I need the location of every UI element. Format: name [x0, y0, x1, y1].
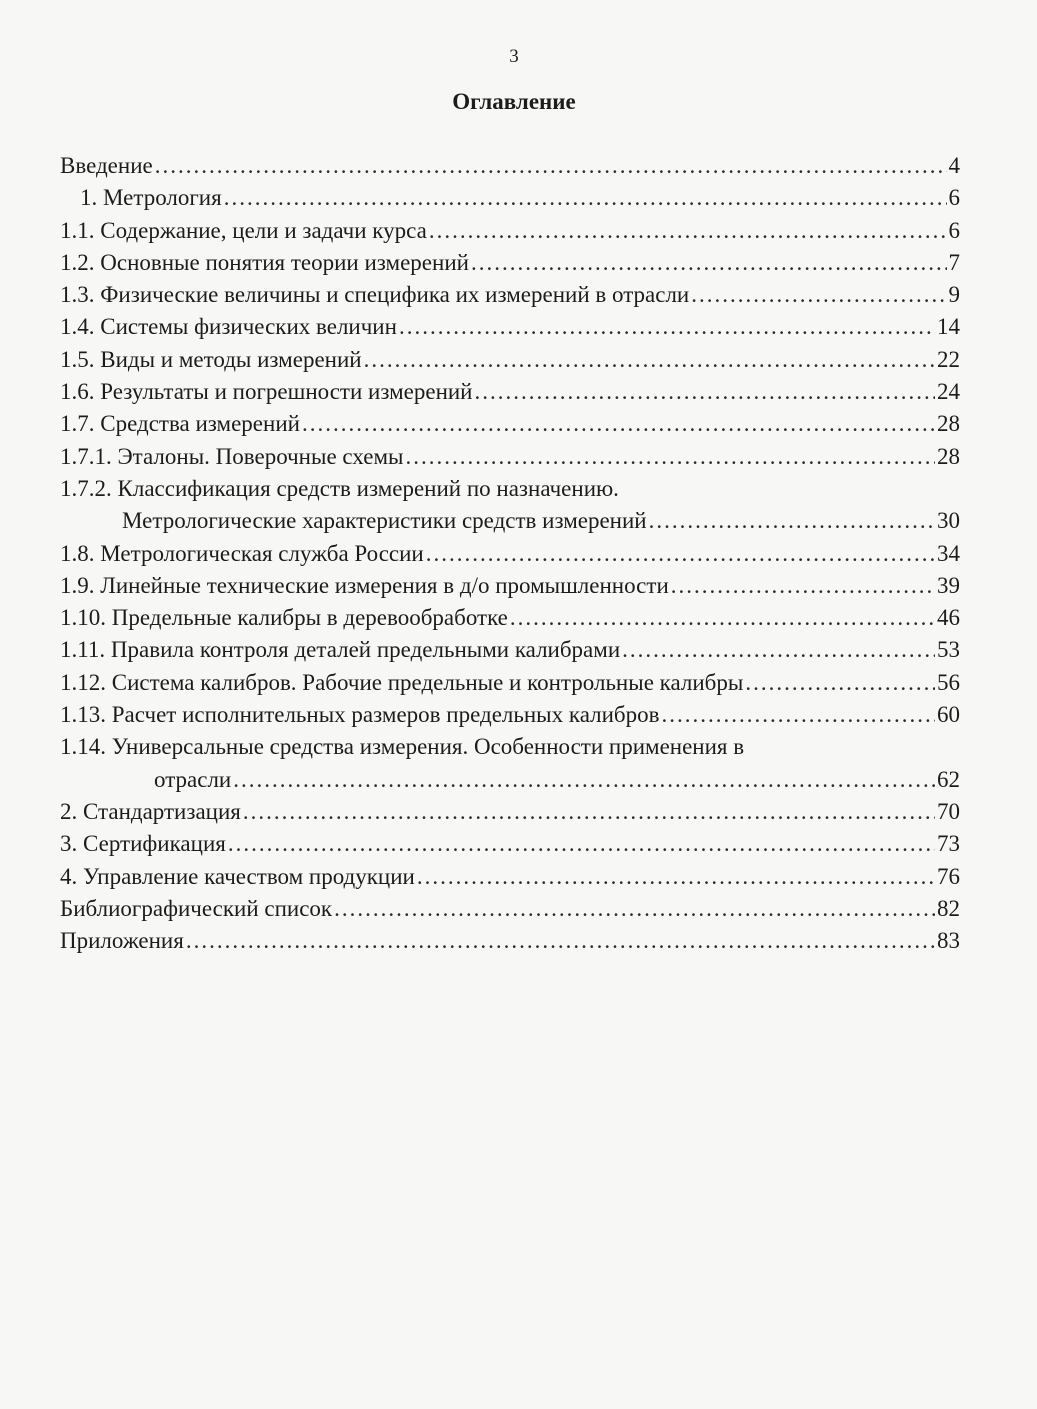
toc-entry-page: 46 — [937, 605, 960, 631]
dot-leader — [622, 634, 935, 666]
toc-entry-label: 1.7.2. Классификация средств измерений по назначению. — [60, 475, 619, 501]
dot-leader — [334, 893, 935, 925]
toc-entry-label: 1.10. Предельные калибры в деревообработке — [60, 605, 508, 631]
toc-entry-label: Введение — [60, 153, 153, 178]
toc-title: Оглавление — [452, 89, 576, 114]
toc-entry-page: 60 — [937, 702, 960, 728]
toc-entry — [60, 667, 960, 699]
toc-entry-label: 1.14. Универсальные средства измерения. Особенности применения в — [60, 734, 745, 760]
toc-entry — [60, 376, 960, 408]
toc-entry — [60, 182, 960, 214]
dot-leader — [155, 150, 947, 182]
toc-entry-label: 1.7.1. Эталоны. Поверочные схемы — [60, 443, 404, 469]
dot-leader — [471, 247, 947, 279]
toc-entry-page: 9 — [948, 282, 960, 308]
toc-entry-label: Метрологические характеристики средств измерений — [122, 508, 647, 534]
toc-entry — [60, 408, 960, 440]
toc-entry — [60, 279, 960, 311]
dot-leader — [426, 538, 935, 570]
toc-entry-page: 39 — [937, 572, 960, 598]
toc-entry-label: 1.9. Линейные технические измерения в д/о промышленности — [60, 572, 669, 598]
toc-entry-label: 2. Стандартизация — [60, 798, 241, 824]
dot-leader — [429, 215, 947, 247]
toc-entry-label: 1.8. Метрологическая служба России — [60, 540, 424, 566]
toc-entry-label: 1.11. Правила контроля деталей предельными калибрами — [60, 637, 621, 663]
toc-entry-page: 82 — [937, 895, 960, 921]
dot-leader — [399, 311, 935, 343]
dot-leader — [228, 828, 935, 860]
toc-entry-page: 4 — [948, 153, 960, 178]
dot-leader — [233, 764, 935, 796]
toc-entry-page: 14 — [937, 314, 960, 340]
toc-entry-label: 1.3. Физические величины и специфика их измерений в отрасли — [60, 282, 690, 308]
toc-entry-page: 70 — [937, 798, 960, 824]
toc-entry-page: 28 — [937, 443, 960, 469]
toc-entry — [60, 505, 960, 537]
toc-entry-label: Приложения — [60, 928, 184, 954]
dot-leader — [661, 699, 935, 731]
toc-entry — [60, 441, 960, 473]
dot-leader — [186, 925, 935, 957]
toc-entry-label: отрасли — [154, 766, 232, 792]
toc-entry — [60, 311, 960, 343]
dot-leader — [243, 796, 935, 828]
toc-entry-heading — [60, 731, 960, 763]
toc-entry — [60, 538, 960, 570]
toc-entry — [60, 215, 960, 247]
toc-entry-page: 6 — [948, 217, 960, 243]
toc-entry-label: 1.13. Расчет исполнительных размеров предельных калибров — [60, 702, 660, 728]
toc-entry — [60, 634, 960, 666]
dot-leader — [475, 376, 936, 408]
dot-leader — [405, 441, 935, 473]
toc-entry — [60, 570, 960, 602]
toc-entry — [60, 247, 960, 279]
toc-entry-page: 30 — [937, 508, 960, 534]
toc-entry-page: 73 — [937, 831, 960, 857]
dot-leader — [745, 667, 935, 699]
toc-entry-label: 1.5. Виды и методы измерений — [60, 346, 362, 372]
toc-entry-page: 34 — [937, 540, 960, 566]
toc-entry-label: Библиографический список — [60, 895, 333, 921]
toc-entry-page: 53 — [937, 637, 960, 663]
toc-entry-label: 1.6. Результаты и погрешности измерений — [60, 379, 473, 405]
dot-leader — [510, 602, 935, 634]
toc-entry-label: 3. Сертификация — [60, 831, 226, 857]
toc-entry-label: 1.12. Система калибров. Рабочие предельные и контрольные калибры — [60, 669, 744, 695]
toc-entry — [60, 764, 960, 796]
toc-entry-page: 28 — [937, 411, 960, 437]
toc-entry-page: 6 — [948, 185, 960, 211]
toc-entry-label: 4. Управление качеством продукции — [60, 863, 415, 889]
toc-entry — [60, 893, 960, 925]
dot-leader — [417, 861, 935, 893]
toc-entry — [60, 828, 960, 860]
toc-entry-page: 7 — [948, 249, 960, 275]
toc-entry — [60, 150, 960, 182]
dot-leader — [649, 505, 935, 537]
toc-entry-label: 1.7. Средства измерений — [60, 411, 300, 437]
toc-entry-heading — [60, 473, 960, 505]
toc-entry — [60, 602, 960, 634]
toc-entry-label: 1.4. Системы физических величин — [60, 314, 397, 340]
toc-entry-page: 24 — [937, 379, 960, 405]
toc-entry — [60, 925, 960, 957]
table-of-contents — [60, 150, 960, 957]
toc-entry-label: 1.1. Содержание, цели и задачи курса — [60, 217, 427, 243]
toc-entry — [60, 861, 960, 893]
dot-leader — [302, 408, 935, 440]
toc-entry-page: 22 — [937, 346, 960, 372]
dot-leader — [691, 279, 946, 311]
page-number: 3 — [509, 46, 519, 67]
toc-entry-page: 56 — [937, 669, 960, 695]
toc-entry-page: 62 — [937, 766, 960, 792]
toc-entry-label: 1. Метрология — [80, 185, 222, 211]
toc-entry-page: 83 — [937, 928, 960, 954]
toc-entry — [60, 344, 960, 376]
dot-leader — [671, 570, 935, 602]
toc-entry-label: 1.2. Основные понятия теории измерений — [60, 249, 469, 275]
dot-leader — [224, 182, 947, 214]
toc-entry-page: 76 — [937, 863, 960, 889]
toc-entry — [60, 699, 960, 731]
toc-entry — [60, 796, 960, 828]
dot-leader — [364, 344, 935, 376]
